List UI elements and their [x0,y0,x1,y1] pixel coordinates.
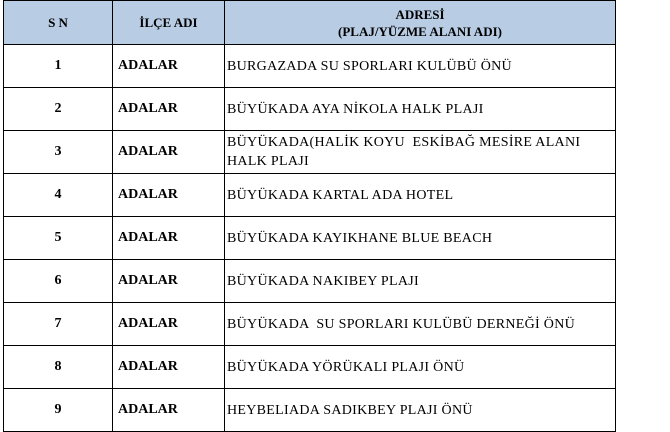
cell-ilce: ADALAR [113,346,225,389]
table-row [4,260,616,303]
cell-sn: 2 [4,88,113,131]
cell-ilce: ADALAR [113,303,225,346]
cell-sn: 5 [4,217,113,260]
cell-sn: 6 [4,260,113,303]
cell-adres: BÜYÜKADA SU SPORLARI KULÜBÜ DERNEĞİ ÖNÜ [225,303,616,346]
cell-adres: BÜYÜKADA KARTAL ADA HOTEL [225,174,616,217]
cell-ilce: ADALAR [113,389,225,432]
header-adres [225,1,616,45]
cell-ilce: ADALAR [113,45,225,88]
table-row [4,88,616,131]
cell-sn: 1 [4,45,113,88]
header-adres-line1: ADRESİ [395,6,445,22]
cell-adres: HEYBELIADA SADIKBEY PLAJI ÖNÜ [225,389,616,432]
cell-sn: 4 [4,174,113,217]
cell-adres: BÜYÜKADA(HALİK KOYU ESKİBAĞ MESİRE ALANI HALK PLAJI [225,131,616,174]
cell-sn: 8 [4,346,113,389]
table-row [4,131,616,174]
cell-ilce: ADALAR [113,174,225,217]
table-row [4,389,616,432]
beach-table [3,0,616,432]
table-row [4,346,616,389]
header-adres-line2: (PLAJ/YÜZME ALANI ADI) [338,23,502,39]
cell-adres: BÜYÜKADA AYA NİKOLA HALK PLAJI [225,88,616,131]
cell-adres: BURGAZADA SU SPORLARI KULÜBÜ ÖNÜ [225,45,616,88]
cell-sn: 3 [4,131,113,174]
header-ilce: İLÇE ADI [113,1,225,45]
header-row [4,1,616,45]
cell-adres: BÜYÜKADA KAYIKHANE BLUE BEACH [225,217,616,260]
table-row [4,303,616,346]
table-row [4,217,616,260]
cell-adres: BÜYÜKADA NAKIBEY PLAJI [225,260,616,303]
beach-list-sheet [3,0,616,432]
cell-ilce: ADALAR [113,260,225,303]
cell-adres: BÜYÜKADA YÖRÜKALI PLAJI ÖNÜ [225,346,616,389]
cell-ilce: ADALAR [113,131,225,174]
cell-ilce: ADALAR [113,88,225,131]
cell-ilce: ADALAR [113,217,225,260]
table-row [4,45,616,88]
table-row [4,174,616,217]
header-sn: S N [4,1,113,45]
cell-sn: 7 [4,303,113,346]
cell-sn: 9 [4,389,113,432]
